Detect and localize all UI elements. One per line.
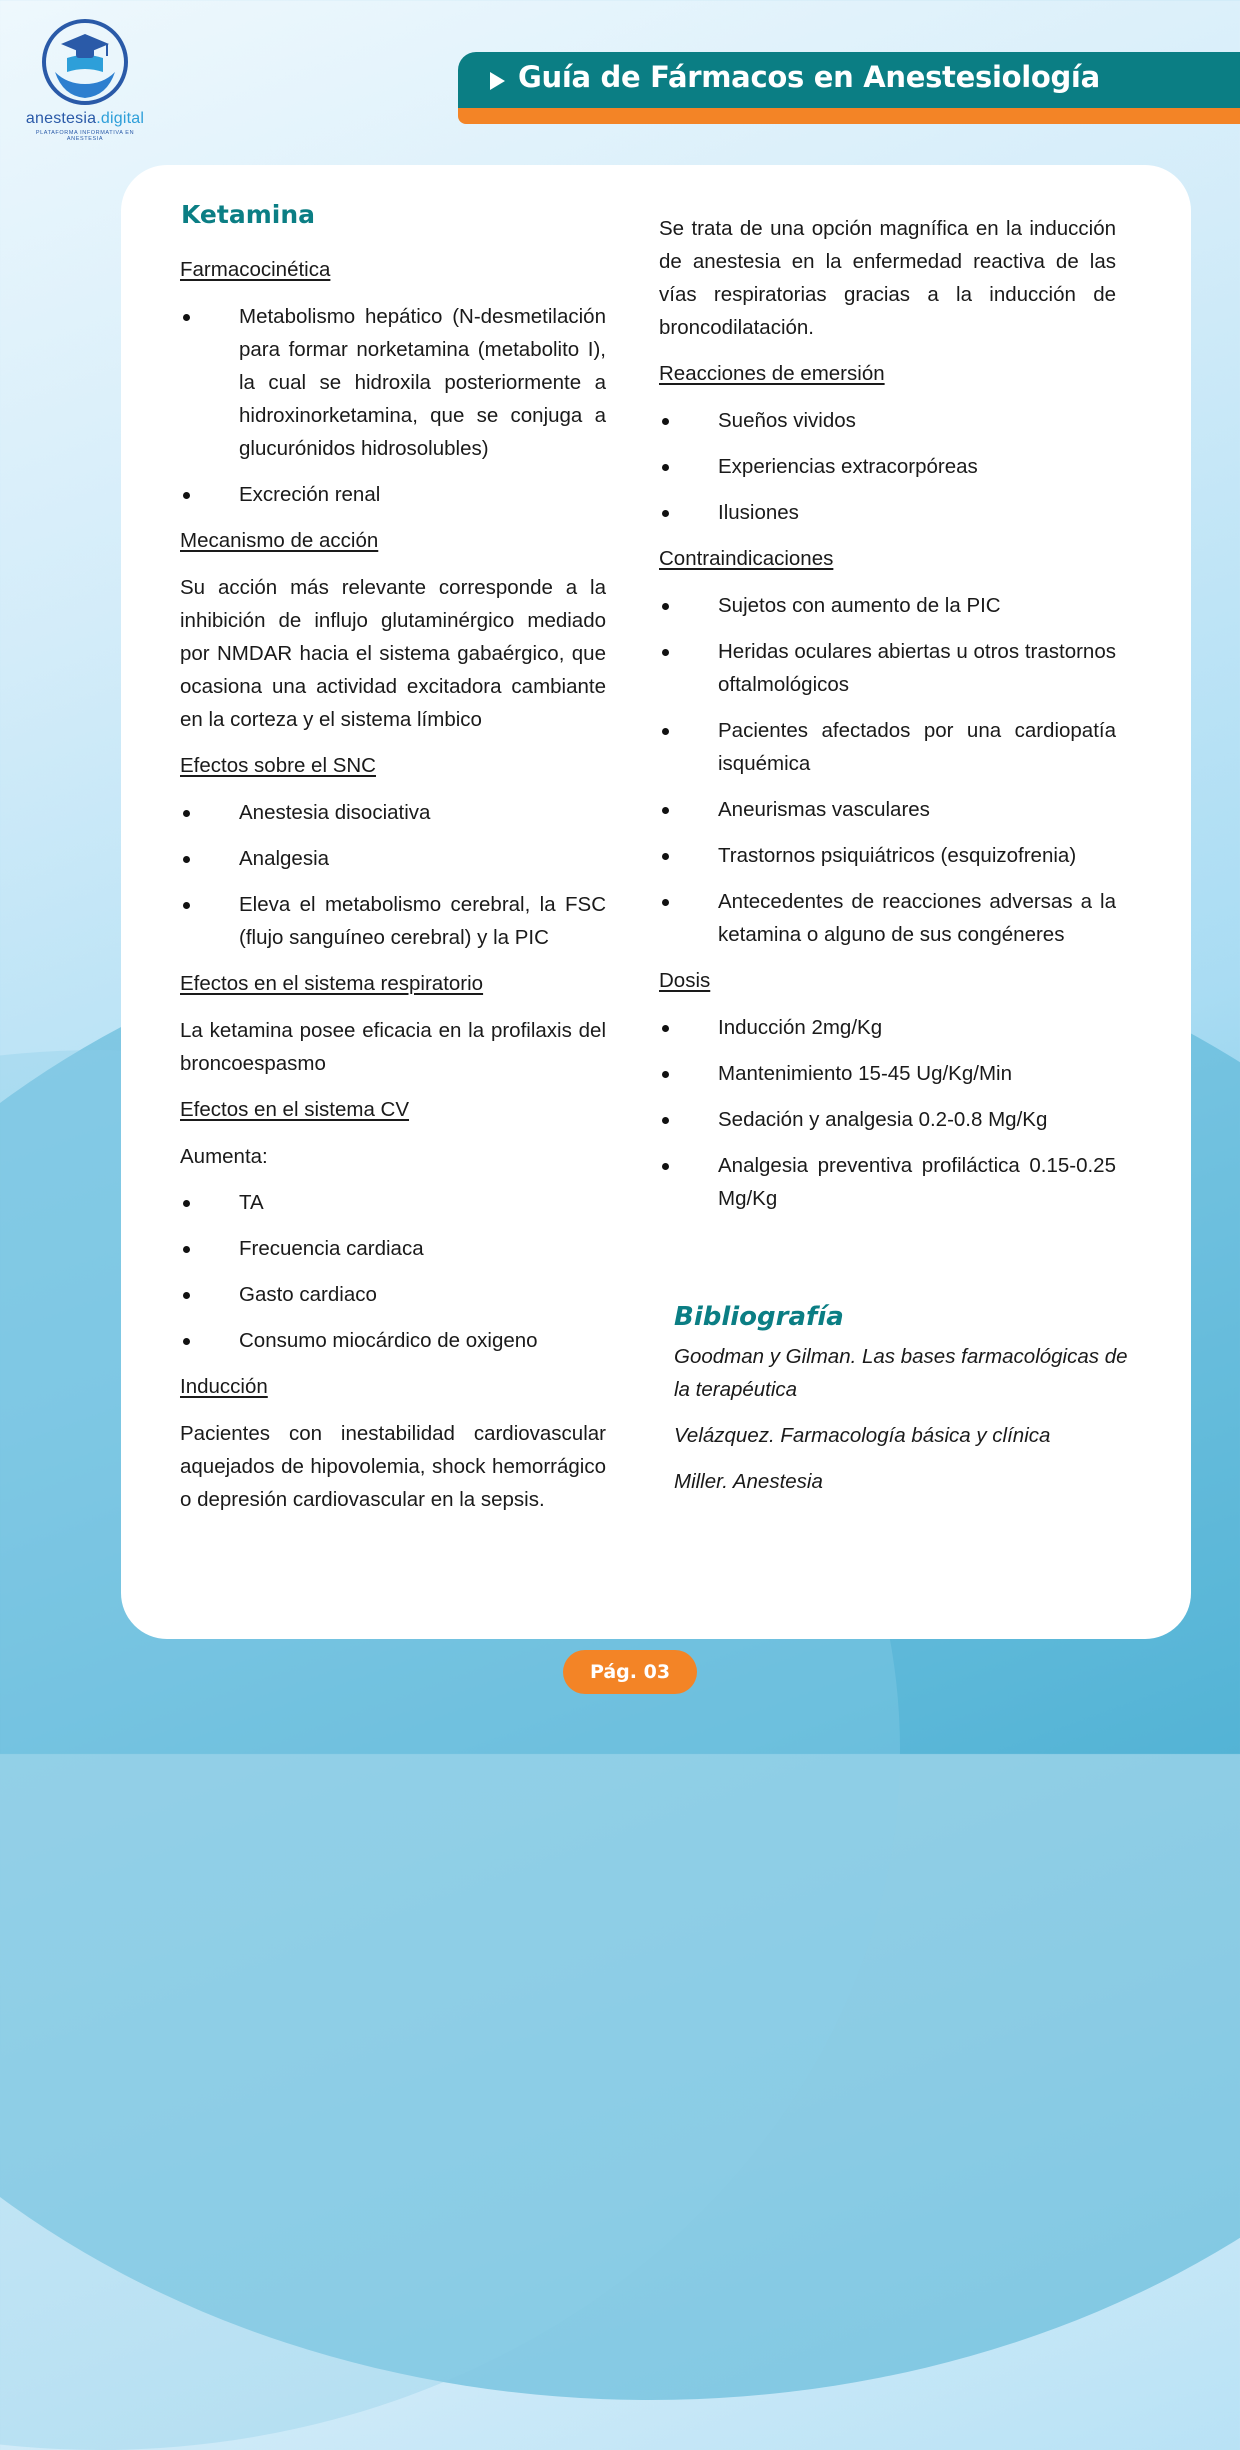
list-item: Analgesia preventiva profiláctica 0.15-0.25 Mg/Kg [659, 1149, 1116, 1215]
list-item: Consumo miocárdico de oxigeno [180, 1324, 606, 1357]
list-item: Mantenimiento 15-45 Ug/Kg/Min [659, 1057, 1116, 1090]
list-item: Analgesia [180, 842, 606, 875]
list-item: Metabolismo hepático (N-desmetilación para formar norketamina (metabolito I), la cual se hidroxila posteriormente a hidroxinorketamina, que se conjuga a glucurónidos hidrosolubles) [180, 300, 606, 465]
list-item: Heridas oculares abiertas u otros trastornos oftalmológicos [659, 635, 1116, 701]
section-heading-mecanismo: Mecanismo de acción [180, 529, 379, 552]
contraindicaciones-list [659, 589, 1116, 951]
list-item: Pacientes afectados por una cardiopatía isquémica [659, 714, 1116, 780]
bibliography [674, 1302, 1144, 1511]
cv-list [180, 1186, 606, 1357]
right-column [659, 212, 1116, 1228]
section-heading-contraindicaciones: Contraindicaciones [659, 547, 834, 570]
bibliography-heading: Bibliografía [674, 1302, 844, 1332]
list-item: Sedación y analgesia 0.2-0.8 Mg/Kg [659, 1103, 1116, 1136]
bibliography-ref: Goodman y Gilman. Las bases farmacológicas de la terapéutica [674, 1345, 1128, 1401]
page-number-badge: Pág. 03 [563, 1650, 697, 1694]
bibliography-ref: Miller. Anestesia [674, 1470, 823, 1493]
list-item: Ilusiones [659, 496, 1116, 529]
section-heading-emersion: Reacciones de emersión [659, 362, 885, 385]
brand-tagline: PLATAFORMA INFORMATIVA EN ANESTESIA [35, 130, 135, 142]
cv-intro: Aumenta: [180, 1145, 268, 1168]
section-heading-induccion: Inducción [180, 1375, 268, 1398]
emersion-list [659, 404, 1116, 529]
list-item: Antecedentes de reacciones adversas a la ketamina o alguno de sus congéneres [659, 885, 1116, 951]
list-item: Trastornos psiquiátricos (esquizofrenia) [659, 839, 1116, 872]
drug-title: Ketamina [181, 200, 315, 229]
play-triangle-icon [490, 72, 505, 90]
bibliography-ref: Velázquez. Farmacología básica y clínica [674, 1424, 1051, 1447]
section-heading-respiratorio: Efectos en el sistema respiratorio [180, 972, 484, 995]
broncodilatacion-text: Se trata de una opción magnífica en la inducción de anestesia en la enfermedad reactiva de las vías respiratorias gracias a la inducción de broncodilatación. [659, 217, 1116, 339]
list-item: Aneurismas vasculares [659, 793, 1116, 826]
list-item: Inducción 2mg/Kg [659, 1011, 1116, 1044]
list-item: Eleva el metabolismo cerebral, la FSC (flujo sanguíneo cerebral) y la PIC [180, 888, 606, 954]
snc-list [180, 796, 606, 954]
list-item: Sueños vividos [659, 404, 1116, 437]
list-item: Anestesia disociativa [180, 796, 606, 829]
induccion-text: Pacientes con inestabilidad cardiovascular aquejados de hipovolemia, shock hemorrágico o depresión cardiovascular en la sepsis. [180, 1422, 606, 1511]
list-item: Sujetos con aumento de la PIC [659, 589, 1116, 622]
list-item: Experiencias extracorpóreas [659, 450, 1116, 483]
logo-mortarboard-icon [41, 18, 129, 106]
header-title: Guía de Fármacos en Anestesiología [518, 60, 1100, 94]
brand-logo[interactable] [20, 14, 150, 144]
header-accent-stripe [458, 108, 1240, 124]
list-item: Gasto cardiaco [180, 1278, 606, 1311]
brand-name-part2: .digital [96, 110, 145, 127]
brand-name [20, 110, 150, 128]
brand-name-part1: anestesia [25, 110, 97, 127]
mecanismo-text: Su acción más relevante corresponde a la inhibición de influjo glutaminérgico mediado por NMDAR hacia el sistema gabaérgico, que ocasiona una actividad excitadora cambiante en la corteza y el sistema límbico [180, 576, 606, 731]
farmacocinetica-list [180, 300, 606, 511]
respiratorio-text: La ketamina posee eficacia en la profilaxis del broncoespasmo [180, 1019, 606, 1075]
dosis-list [659, 1011, 1116, 1215]
list-item: Excreción renal [180, 478, 606, 511]
list-item: Frecuencia cardiaca [180, 1232, 606, 1265]
list-item: TA [180, 1186, 606, 1219]
section-heading-dosis: Dosis [659, 969, 711, 992]
section-heading-farmacocinetica: Farmacocinética [180, 258, 331, 281]
left-column [180, 200, 606, 1529]
section-heading-cv: Efectos en el sistema CV [180, 1098, 410, 1121]
section-heading-snc: Efectos sobre el SNC [180, 754, 376, 777]
